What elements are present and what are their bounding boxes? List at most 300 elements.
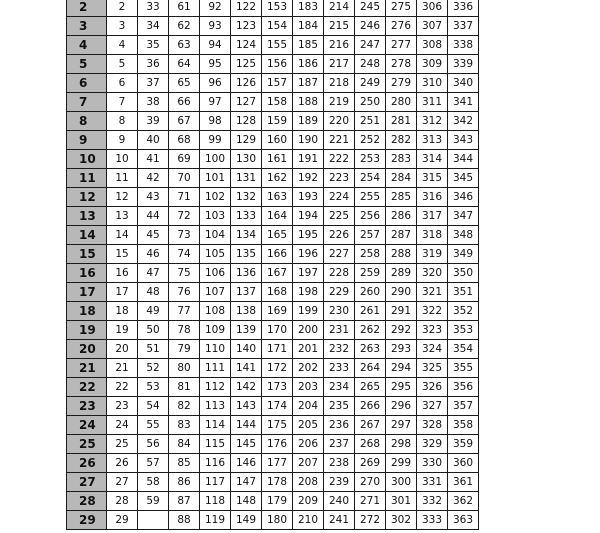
table-cell: 50 [138,321,169,340]
table-cell: 217 [324,55,355,74]
table-cell: 297 [386,416,417,435]
table-cell: 229 [324,283,355,302]
table-cell: 300 [386,473,417,492]
table-cell: 47 [138,264,169,283]
table-cell: 111 [200,359,231,378]
table-cell: 264 [355,359,386,378]
table-cell: 122 [231,0,262,17]
table-cell: 256 [355,207,386,226]
table-cell: 313 [417,131,448,150]
table-row [67,226,479,245]
table-cell: 253 [355,150,386,169]
day-header-cell: 25 [67,435,107,454]
table-cell: 184 [293,17,324,36]
table-cell: 48 [138,283,169,302]
table-cell: 4 [107,36,138,55]
table-cell: 265 [355,378,386,397]
table-cell: 35 [138,36,169,55]
table-cell: 158 [262,93,293,112]
table-cell: 219 [324,93,355,112]
table-cell: 149 [231,511,262,530]
table-cell: 17 [107,283,138,302]
table-cell: 328 [417,416,448,435]
day-header-cell: 12 [67,188,107,207]
table-cell: 315 [417,169,448,188]
table-row [67,340,479,359]
table-cell: 231 [324,321,355,340]
table-cell: 125 [231,55,262,74]
table-cell: 139 [231,321,262,340]
table-cell: 331 [417,473,448,492]
table-cell: 142 [231,378,262,397]
table-cell: 312 [417,112,448,131]
table-cell: 55 [138,416,169,435]
table-cell: 317 [417,207,448,226]
table-cell: 54 [138,397,169,416]
table-cell: 117 [200,473,231,492]
table-cell: 138 [231,302,262,321]
table-cell: 230 [324,302,355,321]
day-of-year-table [66,0,479,530]
table-cell: 141 [231,359,262,378]
table-cell: 168 [262,283,293,302]
table-cell: 66 [169,93,200,112]
table-cell: 198 [293,283,324,302]
table-cell: 235 [324,397,355,416]
table-cell: 176 [262,435,293,454]
day-header-cell: 9 [67,131,107,150]
table-cell: 11 [107,169,138,188]
table-cell: 76 [169,283,200,302]
day-header-cell: 8 [67,112,107,131]
table-cell: 311 [417,93,448,112]
table-cell: 127 [231,93,262,112]
table-cell: 252 [355,131,386,150]
day-header-cell: 14 [67,226,107,245]
table-cell: 71 [169,188,200,207]
table-cell: 261 [355,302,386,321]
table-cell: 96 [200,74,231,93]
table-cell: 59 [138,492,169,511]
table-cell: 360 [448,454,479,473]
table-cell: 49 [138,302,169,321]
table-cell: 28 [107,492,138,511]
table-cell: 179 [262,492,293,511]
table-cell: 189 [293,112,324,131]
table-cell: 302 [386,511,417,530]
table-cell: 58 [138,473,169,492]
table-cell: 37 [138,74,169,93]
table-cell: 186 [293,55,324,74]
table-cell: 3 [107,17,138,36]
table-cell: 39 [138,112,169,131]
table-cell: 190 [293,131,324,150]
table-cell: 27 [107,473,138,492]
table-cell: 43 [138,188,169,207]
table-cell: 286 [386,207,417,226]
table-cell: 290 [386,283,417,302]
table-cell: 133 [231,207,262,226]
table-cell: 358 [448,416,479,435]
day-header-cell: 21 [67,359,107,378]
table-cell: 188 [293,93,324,112]
table-cell: 275 [386,0,417,17]
table-cell: 143 [231,397,262,416]
table-cell: 342 [448,112,479,131]
table-cell: 80 [169,359,200,378]
table-cell: 6 [107,74,138,93]
day-header-cell: 11 [67,169,107,188]
table-cell: 352 [448,302,479,321]
table-cell: 199 [293,302,324,321]
table-cell: 14 [107,226,138,245]
table-cell: 293 [386,340,417,359]
table-cell: 51 [138,340,169,359]
table-cell: 163 [262,188,293,207]
table-cell: 44 [138,207,169,226]
table-row [67,36,479,55]
table-cell: 277 [386,36,417,55]
table-row [67,359,479,378]
table-cell: 78 [169,321,200,340]
table-cell: 245 [355,0,386,17]
table-cell: 330 [417,454,448,473]
table-cell: 202 [293,359,324,378]
table-cell: 97 [200,93,231,112]
table-cell: 52 [138,359,169,378]
table-cell: 65 [169,74,200,93]
table-cell: 135 [231,245,262,264]
table-cell: 148 [231,492,262,511]
table-cell: 12 [107,188,138,207]
table-cell: 92 [200,0,231,17]
table-cell: 344 [448,150,479,169]
table-cell: 191 [293,150,324,169]
table-cell: 70 [169,169,200,188]
table-row [67,511,479,530]
day-header-cell: 7 [67,93,107,112]
table-cell: 15 [107,245,138,264]
table-cell: 19 [107,321,138,340]
table-cell: 336 [448,0,479,17]
table-cell: 88 [169,511,200,530]
table-cell: 353 [448,321,479,340]
table-cell: 68 [169,131,200,150]
table-cell: 327 [417,397,448,416]
table-cell: 84 [169,435,200,454]
table-cell: 247 [355,36,386,55]
table-cell: 216 [324,36,355,55]
table-cell: 62 [169,17,200,36]
table-cell: 284 [386,169,417,188]
table-cell: 173 [262,378,293,397]
table-cell: 145 [231,435,262,454]
table-cell: 83 [169,416,200,435]
table-cell: 126 [231,74,262,93]
table-row [67,264,479,283]
table-cell: 196 [293,245,324,264]
table-cell: 155 [262,36,293,55]
table-cell: 113 [200,397,231,416]
table-cell: 56 [138,435,169,454]
table-cell: 46 [138,245,169,264]
table-cell: 294 [386,359,417,378]
table-cell: 271 [355,492,386,511]
table-cell: 165 [262,226,293,245]
table-cell: 107 [200,283,231,302]
table-cell: 357 [448,397,479,416]
table-cell: 153 [262,0,293,17]
table-cell: 166 [262,245,293,264]
table-cell: 194 [293,207,324,226]
table-cell: 278 [386,55,417,74]
table-cell: 123 [231,17,262,36]
table-cell: 225 [324,207,355,226]
table-cell: 180 [262,511,293,530]
table-cell: 100 [200,150,231,169]
table-cell: 223 [324,169,355,188]
day-header-cell: 28 [67,492,107,511]
table-cell: 171 [262,340,293,359]
table-cell: 119 [200,511,231,530]
table-cell: 74 [169,245,200,264]
table-cell: 349 [448,245,479,264]
table-cell: 322 [417,302,448,321]
table-cell: 131 [231,169,262,188]
table-cell: 270 [355,473,386,492]
table-cell: 23 [107,397,138,416]
table-cell: 222 [324,150,355,169]
table-cell: 169 [262,302,293,321]
table-cell: 18 [107,302,138,321]
table-cell: 350 [448,264,479,283]
table-cell: 287 [386,226,417,245]
table-row [67,283,479,302]
table-cell: 307 [417,17,448,36]
day-header-cell: 2 [67,0,107,17]
table-cell: 298 [386,435,417,454]
table-row [67,17,479,36]
day-header-cell: 23 [67,397,107,416]
table-cell: 61 [169,0,200,17]
table-cell: 227 [324,245,355,264]
table-cell: 255 [355,188,386,207]
table-cell: 94 [200,36,231,55]
table-cell: 283 [386,150,417,169]
table-cell: 34 [138,17,169,36]
table-cell: 193 [293,188,324,207]
table-row [67,131,479,150]
table-row [67,55,479,74]
day-header-cell: 24 [67,416,107,435]
table-cell: 323 [417,321,448,340]
day-header-cell: 18 [67,302,107,321]
table-cell: 86 [169,473,200,492]
table-cell: 161 [262,150,293,169]
table-row [67,454,479,473]
table-cell: 308 [417,36,448,55]
table-row [67,169,479,188]
day-header-cell: 6 [67,74,107,93]
table-cell: 167 [262,264,293,283]
day-header-cell: 27 [67,473,107,492]
table-cell: 26 [107,454,138,473]
table-cell: 154 [262,17,293,36]
table-cell: 207 [293,454,324,473]
table-row [67,397,479,416]
table-cell: 187 [293,74,324,93]
table-cell: 269 [355,454,386,473]
table-cell: 75 [169,264,200,283]
table-cell: 98 [200,112,231,131]
table-cell: 79 [169,340,200,359]
day-header-cell: 19 [67,321,107,340]
table-cell: 238 [324,454,355,473]
day-header-cell: 20 [67,340,107,359]
day-header-cell: 13 [67,207,107,226]
table-cell: 343 [448,131,479,150]
table-cell: 85 [169,454,200,473]
table-cell: 355 [448,359,479,378]
table-cell: 53 [138,378,169,397]
table-cell: 361 [448,473,479,492]
table-cell: 362 [448,492,479,511]
table-cell: 325 [417,359,448,378]
table-cell: 340 [448,74,479,93]
table-cell: 112 [200,378,231,397]
table-row [67,0,479,17]
table-cell: 351 [448,283,479,302]
table-cell: 102 [200,188,231,207]
table-cell: 240 [324,492,355,511]
table-cell: 333 [417,511,448,530]
table-cell: 356 [448,378,479,397]
table-row [67,321,479,340]
table-cell: 220 [324,112,355,131]
table-cell: 237 [324,435,355,454]
table-cell: 251 [355,112,386,131]
table-cell: 24 [107,416,138,435]
table-cell: 226 [324,226,355,245]
table-cell: 215 [324,17,355,36]
table-cell: 200 [293,321,324,340]
table-body [67,0,479,530]
table-cell: 159 [262,112,293,131]
table-cell: 20 [107,340,138,359]
table-cell: 118 [200,492,231,511]
table-cell: 162 [262,169,293,188]
table-cell: 5 [107,55,138,74]
table-cell: 41 [138,150,169,169]
table-cell: 232 [324,340,355,359]
table-cell: 332 [417,492,448,511]
table-cell: 310 [417,74,448,93]
table-cell: 262 [355,321,386,340]
table-cell: 144 [231,416,262,435]
table-cell: 40 [138,131,169,150]
table-cell: 204 [293,397,324,416]
table-row [67,416,479,435]
table-cell: 272 [355,511,386,530]
table-cell: 316 [417,188,448,207]
table-cell: 241 [324,511,355,530]
table-cell: 105 [200,245,231,264]
table-cell: 7 [107,93,138,112]
table-cell: 254 [355,169,386,188]
table-cell: 29 [107,511,138,530]
table-cell: 103 [200,207,231,226]
table-cell: 174 [262,397,293,416]
table-cell: 177 [262,454,293,473]
table-cell: 16 [107,264,138,283]
table-cell: 64 [169,55,200,74]
day-header-cell: 29 [67,511,107,530]
table-cell: 114 [200,416,231,435]
table-cell: 301 [386,492,417,511]
table-cell: 258 [355,245,386,264]
table-cell: 324 [417,340,448,359]
table-cell: 42 [138,169,169,188]
table-cell: 210 [293,511,324,530]
table-cell: 116 [200,454,231,473]
table-cell: 218 [324,74,355,93]
table-row [67,150,479,169]
table-cell: 285 [386,188,417,207]
table-cell: 346 [448,188,479,207]
table-cell: 338 [448,36,479,55]
table-cell: 201 [293,340,324,359]
table-cell: 128 [231,112,262,131]
day-header-cell: 3 [67,17,107,36]
table-cell: 354 [448,340,479,359]
table-cell: 203 [293,378,324,397]
table-cell: 341 [448,93,479,112]
table-cell: 156 [262,55,293,74]
table-cell: 195 [293,226,324,245]
table-cell: 281 [386,112,417,131]
table-row [67,207,479,226]
table-cell: 263 [355,340,386,359]
table-cell: 280 [386,93,417,112]
table-cell: 234 [324,378,355,397]
table-cell: 359 [448,435,479,454]
table-row [67,378,479,397]
table-cell: 206 [293,435,324,454]
table-cell: 109 [200,321,231,340]
table-cell: 178 [262,473,293,492]
table-cell: 134 [231,226,262,245]
table-cell: 124 [231,36,262,55]
table-cell: 279 [386,74,417,93]
table-row [67,74,479,93]
table-cell: 197 [293,264,324,283]
table-cell: 146 [231,454,262,473]
table-cell: 268 [355,435,386,454]
day-header-cell: 15 [67,245,107,264]
table-cell: 164 [262,207,293,226]
table-cell: 99 [200,131,231,150]
day-header-cell: 26 [67,454,107,473]
table-cell: 233 [324,359,355,378]
table-cell: 8 [107,112,138,131]
table-cell: 326 [417,378,448,397]
table-row [67,302,479,321]
table-cell: 95 [200,55,231,74]
table-cell: 67 [169,112,200,131]
table-cell: 108 [200,302,231,321]
table-cell: 345 [448,169,479,188]
table-cell: 224 [324,188,355,207]
